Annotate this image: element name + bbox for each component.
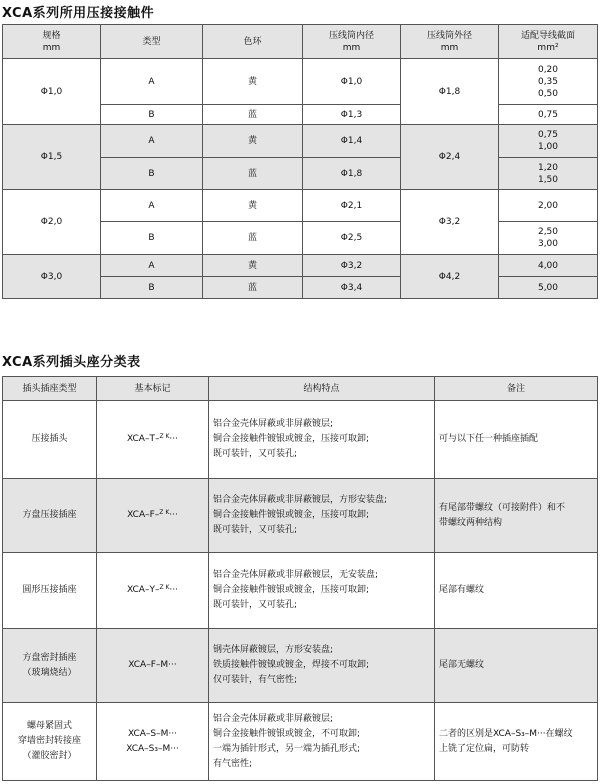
note-cell: [435, 703, 598, 781]
feature-line: 铜合金接触件镀银或镀金，压接可取卸;: [213, 585, 370, 595]
table2-header-cell: 结构特点: [209, 377, 435, 401]
header-unit: mm: [440, 42, 459, 53]
inner-diameter-cell: Φ1,3: [303, 105, 401, 125]
basic-code-cell: [97, 401, 209, 479]
feature-line: 一端为插针形式，另一端为插孔形式;: [213, 743, 361, 754]
spec-cell: Φ3,0: [3, 255, 101, 299]
type-cell: B: [101, 158, 203, 190]
connector-type-line: （玻璃烧结）: [22, 667, 77, 678]
connector-type-line: 方盘密封插座: [22, 652, 77, 663]
note-line: 带螺纹两种结构: [439, 517, 503, 528]
feature-line: 既可装针，又可装孔;: [213, 600, 298, 610]
color-ring-cell: 黄: [203, 59, 303, 105]
wire-section-value: 0,50: [537, 88, 559, 99]
table1-row: [3, 59, 598, 105]
connector-type-cell: [3, 703, 97, 781]
header-label: 类型: [142, 36, 161, 47]
wire-section-cell: [499, 277, 598, 299]
table2-header-cell: 备注: [435, 377, 598, 401]
feature-line: 铜合金接触件镀银或镀金，压接可取卸;: [213, 510, 370, 520]
table1-header-cell: [203, 25, 303, 59]
wire-section-value: 0,75: [537, 109, 559, 120]
note-cell: [435, 401, 598, 479]
note-line: 上铣了定位扁，可防转: [439, 743, 530, 754]
color-ring-cell: 蓝: [203, 158, 303, 190]
feature-line: 铜合金接触件镀银或镀金，不可取卸;: [213, 728, 361, 739]
code-text: XCA–F–: [127, 510, 160, 520]
note-line: 尾部无螺纹: [439, 660, 485, 670]
wire-section-value: 0,20: [537, 64, 559, 75]
code-text: XCA–Y–: [127, 585, 160, 595]
wire-section-cell: [499, 158, 598, 190]
color-ring-cell: 蓝: [203, 105, 303, 125]
inner-diameter-cell: Φ3,4: [303, 277, 401, 299]
features-cell: [209, 703, 435, 781]
wire-section-cell: [499, 190, 598, 222]
header-label: 压线筒外径: [426, 30, 472, 41]
table2-header-row: [3, 377, 598, 401]
table1-header-row: [3, 25, 598, 59]
color-ring-cell: 黄: [203, 125, 303, 158]
connector-type-line: 螺母紧固式: [26, 721, 72, 731]
table1-header-cell: [401, 25, 499, 59]
header-label: 适配导线截面: [520, 30, 575, 41]
spec-cell: Φ1,0: [3, 59, 101, 125]
note-cell: [435, 479, 598, 553]
basic-code-cell: [97, 629, 209, 703]
table2-row: [3, 629, 598, 703]
table1-row: [3, 125, 598, 158]
inner-diameter-cell: Φ1,4: [303, 125, 401, 158]
connector-type-line: （灌胶密封）: [22, 751, 77, 761]
code-text: XCA–F–M···: [128, 660, 177, 670]
type-cell: A: [101, 190, 203, 222]
wire-section-value: 3,00: [537, 239, 559, 249]
wire-section-value: 2,00: [537, 200, 559, 211]
table1-header-cell: [303, 25, 401, 59]
note-line: 尾部有螺纹: [439, 585, 485, 595]
connector-type-line: 圆形压接插座: [22, 585, 77, 595]
outer-diameter-cell: Φ1,8: [401, 59, 499, 125]
header-unit: mm: [342, 42, 361, 53]
feature-line: 铝合金壳体屏蔽或非屏蔽镀层，无安装盘;: [213, 570, 379, 580]
spec-cell: Φ1,5: [3, 125, 101, 190]
feature-line: 铝合金壳体屏蔽或非屏蔽镀层，方形安装盘;: [213, 495, 388, 505]
feature-line: 有气密性;: [213, 758, 253, 769]
header-label: 规格: [42, 30, 61, 41]
note-cell: [435, 553, 598, 629]
basic-code-cell: [97, 703, 209, 781]
type-cell: B: [101, 222, 203, 255]
code-line: [97, 727, 208, 742]
type-cell: B: [101, 277, 203, 299]
table2-header-cell: 插头插座类型: [3, 377, 97, 401]
feature-line: 既可装针，又可装孔;: [213, 525, 298, 535]
note-line: 有尾部带螺纹（可接附件）和不: [439, 502, 566, 513]
note-cell: [435, 629, 598, 703]
header-unit: mm²: [537, 42, 559, 53]
code-line: [97, 583, 208, 598]
wire-section-cell: [499, 59, 598, 105]
code-tail: ···: [169, 510, 178, 520]
type-cell: A: [101, 59, 203, 105]
color-ring-cell: 黄: [203, 190, 303, 222]
features-cell: [209, 401, 435, 479]
feature-line: 既可装针，又可装孔;: [213, 449, 298, 459]
table1-row: [3, 255, 598, 277]
table1-header-cell: [101, 25, 203, 59]
wire-section-cell: [499, 125, 598, 158]
outer-diameter-cell: Φ4,2: [401, 255, 499, 299]
table2-header-cell: 基本标记: [97, 377, 209, 401]
code-line: [97, 508, 208, 523]
table2-row: [3, 553, 598, 629]
code-sup: Z K: [159, 509, 170, 516]
wire-section-value: 0,75: [537, 130, 559, 140]
code-sup: Z K: [159, 433, 170, 440]
connector-type-line: 穿墙密封转接座: [17, 736, 81, 746]
code-sup: Z K: [159, 584, 170, 591]
wire-section-value: 2,50: [537, 227, 559, 237]
outer-diameter-cell: Φ2,4: [401, 125, 499, 190]
spec-cell: Φ2,0: [3, 190, 101, 255]
table2-row: [3, 479, 598, 553]
inner-diameter-cell: Φ2,1: [303, 190, 401, 222]
contacts-table: [2, 24, 598, 299]
header-unit: mm: [42, 42, 61, 53]
color-ring-cell: 蓝: [203, 277, 303, 299]
feature-line: 铜合金接触件镀银或镀金，压接可取卸;: [213, 434, 370, 444]
connector-classification-table: [2, 376, 598, 781]
table1-row: [3, 190, 598, 222]
inner-diameter-cell: Φ2,5: [303, 222, 401, 255]
inner-diameter-cell: Φ1,0: [303, 59, 401, 105]
code-text: XCA–T–: [127, 434, 160, 444]
code-line: [97, 658, 208, 673]
features-cell: [209, 553, 435, 629]
type-cell: A: [101, 125, 203, 158]
color-ring-cell: 蓝: [203, 222, 303, 255]
wire-section-value: 1,20: [537, 162, 559, 173]
code-line: [97, 432, 208, 447]
connector-type-line: 方盘压接插座: [22, 510, 77, 520]
wire-section-cell: [499, 222, 598, 255]
note-line: 可与以下任一种插座插配: [439, 434, 539, 444]
basic-code-cell: [97, 479, 209, 553]
type-cell: B: [101, 105, 203, 125]
wire-section-value: 1,50: [537, 174, 559, 185]
wire-section-cell: [499, 105, 598, 125]
connector-type-cell: [3, 401, 97, 479]
table1-header-cell: [3, 25, 101, 59]
feature-line: 铝合金壳体屏蔽或非屏蔽镀层;: [213, 713, 334, 724]
feature-line: 仅可装针，有气密性;: [213, 675, 298, 685]
features-cell: [209, 629, 435, 703]
wire-section-value: 4,00: [537, 260, 559, 271]
header-label: 压线筒内径: [328, 30, 374, 41]
note-line: 二者的区别是XCA–S₃–M···在螺纹: [439, 728, 573, 739]
code-text: XCA–S₃–M···: [126, 743, 179, 754]
wire-section-value: 0,35: [537, 76, 559, 87]
outer-diameter-cell: Φ3,2: [401, 190, 499, 255]
feature-line: 铁质接触件镀镍或镀金，焊接不可取卸;: [213, 660, 370, 670]
code-tail: ···: [169, 434, 178, 444]
connector-type-line: 压接插头: [31, 434, 68, 444]
features-cell: [209, 479, 435, 553]
connector-type-cell: [3, 553, 97, 629]
table2-row: [3, 703, 598, 781]
table1-title: XCA系列所用压接接触件: [2, 6, 155, 21]
basic-code-cell: [97, 553, 209, 629]
connector-type-cell: [3, 629, 97, 703]
header-label: 色环: [243, 36, 262, 47]
wire-section-cell: [499, 255, 598, 277]
feature-line: 铝合金壳体屏蔽或非屏蔽镀层;: [213, 419, 334, 429]
inner-diameter-cell: Φ1,8: [303, 158, 401, 190]
feature-line: 钢壳体屏蔽镀层，方形安装盘;: [213, 645, 334, 655]
table2-row: [3, 401, 598, 479]
code-line: [97, 742, 208, 757]
wire-section-value: 5,00: [537, 282, 559, 293]
table2-title: XCA系列插头座分类表: [2, 355, 141, 370]
code-text: XCA–S–M···: [127, 728, 177, 739]
code-tail: ···: [169, 585, 178, 595]
wire-section-value: 1,00: [537, 142, 559, 152]
color-ring-cell: 黄: [203, 255, 303, 277]
connector-type-cell: [3, 479, 97, 553]
inner-diameter-cell: Φ3,2: [303, 255, 401, 277]
type-cell: A: [101, 255, 203, 277]
table1-header-cell: [499, 25, 598, 59]
